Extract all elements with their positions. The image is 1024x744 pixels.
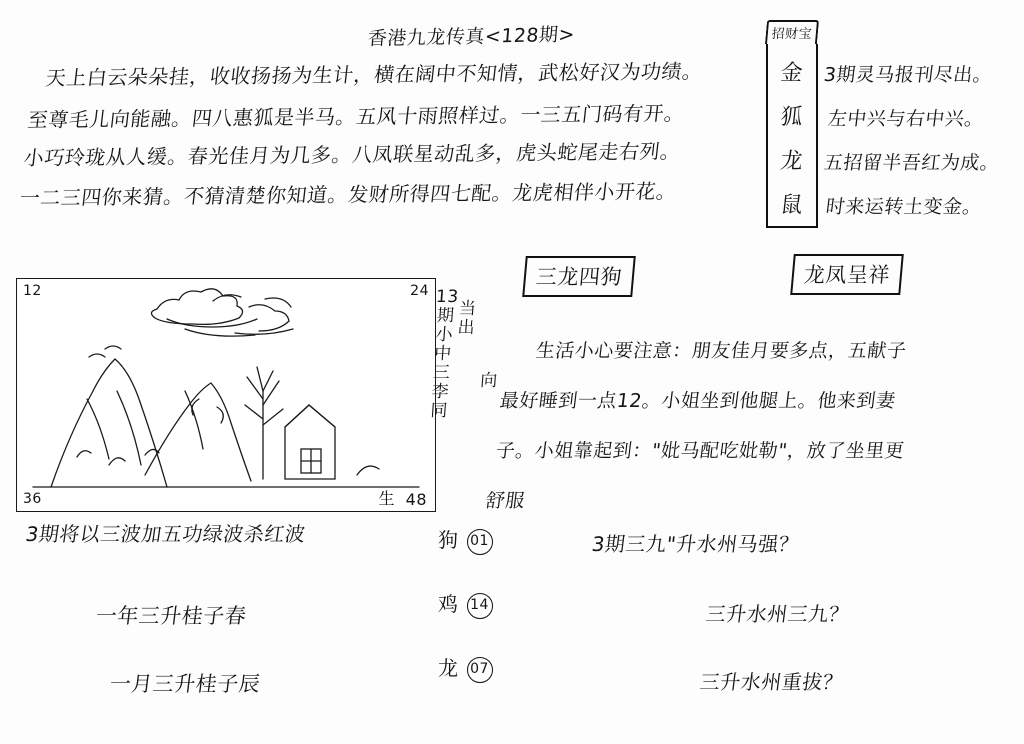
frame-corner-top-left: 12 [23, 283, 42, 299]
charm-header: 招财宝 [765, 20, 819, 44]
charm-body [766, 44, 818, 228]
charm-character-2: 狐 [779, 105, 805, 130]
charm-box [766, 20, 818, 228]
charm-character-1: 金 [779, 61, 805, 86]
animal-name: 龙 [438, 656, 459, 680]
right-paragraph-line-4: 舒服 [484, 490, 527, 512]
picture-vertical-column-2: 当出 [456, 299, 478, 338]
animal-row [438, 524, 493, 555]
right-paragraph-line-3: 子。小姐靠起到："妣马配吃妣勒"，放了坐里更 [494, 440, 906, 462]
couplet-line-2: 一月三升桂子辰 [108, 672, 262, 696]
poem-line-3: 小巧玲珑从人缓。春光佳月为几多。八凤联星动乱多，虎头蛇尾走右列。 [22, 139, 682, 170]
couplet-line-1: 一年三升桂子春 [94, 604, 248, 628]
animal-number: 01 [467, 529, 493, 555]
landscape-sketch [17, 279, 435, 511]
question-line-3: 三升水州重拔？ [698, 670, 845, 694]
charm-character-4: 鼠 [779, 193, 805, 218]
sketch-frame [16, 278, 436, 512]
animal-name: 鸡 [438, 592, 459, 616]
poem-line-4: 一二三四你来猜。不猜清楚你知道。发财所得四七配。龙虎相伴小开花。 [18, 179, 678, 210]
animal-number: 07 [467, 657, 493, 683]
frame-corner-bottom-label: 生 [378, 489, 395, 508]
charm-character-3: 龙 [779, 149, 805, 174]
animal-row [438, 652, 493, 683]
animal-name: 狗 [438, 528, 459, 552]
boxed-heading-1: 三龙四狗 [522, 256, 636, 297]
right-paragraph-line-2: 最好睡到一点12。小姐坐到他腿上。他来到妻 [498, 390, 897, 412]
right-line-1: 3期灵马报刊尽出。 [822, 64, 994, 86]
question-line-1: 3期三九"升水州马强？ [590, 532, 801, 556]
question-line-2: 三升水州三九？ [704, 602, 851, 626]
right-line-3: 五招留半吾红为成。 [822, 152, 1001, 174]
poem-line-1: 天上白云朵朵挂，收收扬扬为生计，横在阔中不知情，武松好汉为功绩。 [44, 59, 704, 90]
poem-line-2: 至尊毛儿向能融。四八惠狐是半马。五风十雨照样过。一三五门码有开。 [26, 101, 686, 132]
frame-corner-top-right: 24 [410, 283, 429, 299]
page-title: 香港九龙传真<128期> [366, 23, 576, 51]
right-line-2: 左中兴与右中兴。 [826, 108, 986, 130]
animal-number: 14 [467, 593, 493, 619]
frame-corner-bottom-right: 48 [405, 490, 427, 509]
frame-corner-bottom-left: 36 [23, 491, 42, 507]
under-frame-note: 3期将以三波加五功绿波杀红波 [24, 522, 308, 546]
animal-row [438, 588, 493, 619]
right-line-4: 时来运转土变金。 [824, 196, 984, 218]
picture-vertical-column-1: 13期小中三李同 [429, 287, 460, 421]
right-paragraph-line-1: 生活小心要注意：朋友佳月要多点，五献子 [534, 340, 908, 362]
picture-vertical-column-3: 向 [479, 371, 499, 391]
boxed-heading-2: 龙凤呈祥 [790, 254, 904, 295]
